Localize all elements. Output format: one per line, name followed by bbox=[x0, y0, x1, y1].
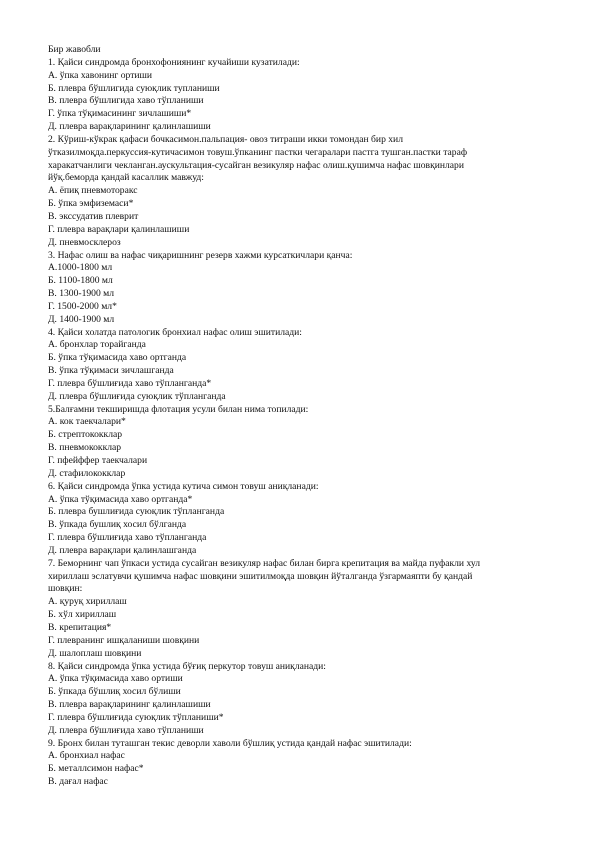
answer-line: В. 1300-1900 мл bbox=[48, 288, 115, 300]
answer-line: Д. шалоплаш шовқини bbox=[48, 647, 142, 659]
answer-line: В. ўпкада бушлиқ хосил бўлганда bbox=[48, 519, 187, 531]
answer-line: А. кок таекчалари* bbox=[48, 416, 126, 428]
answer-line: Г. плевра бўшлиғида суюқлик тўпланиши* bbox=[48, 711, 224, 723]
answer-line: Д. плевра бўшлиғида суюқлик тўпланганда bbox=[48, 390, 226, 402]
answer-line: йўқ.беморда қандай касаллик мавжуд: bbox=[48, 172, 204, 184]
answer-line: В. ўпка тўқимаси зичлашганда bbox=[48, 365, 174, 377]
answer-line: В. дағал нафас bbox=[48, 776, 108, 788]
answer-line: Б. стрептококклар bbox=[48, 429, 123, 441]
answer-line: В. плевра варақларининг қалинлашиши bbox=[48, 699, 211, 711]
answer-line: А. ўпка тўқимасида хаво ортиши bbox=[48, 673, 183, 685]
answer-line: Д. плевра варақларининг қалинлашиши bbox=[48, 121, 211, 133]
question-line: 4. Қайси холатда патологик бронхиал нафас олиш эшитилади: bbox=[48, 326, 302, 338]
answer-line: Б. ўпкада бўшлиқ хосил бўлиши bbox=[48, 686, 181, 698]
question-list bbox=[48, 57, 558, 789]
answer-line: Б. 1100-1800 мл bbox=[48, 275, 113, 287]
answer-line: В. экссудатив плеврит bbox=[48, 210, 139, 222]
answer-line: Г. 1500-2000 мл* bbox=[48, 300, 117, 312]
answer-line: Б. ўпка тўқимасида хаво ортганда bbox=[48, 352, 187, 364]
answer-line: А. бронхлар торайганда bbox=[48, 339, 146, 351]
answer-line: Г. ўпка тўқимасининг зичлашиши* bbox=[48, 108, 192, 120]
answer-line: Д. плевра варақлари қалинлашганда bbox=[48, 544, 197, 556]
section-heading: Бир жавобли bbox=[48, 44, 101, 55]
answer-line: харакатчанлиги чекланган.аускультация-сусайган везикуляр нафас олиш.қушимча нафас шовқинлари bbox=[48, 159, 464, 171]
answer-line: Б. плевра бушлиғида суюқлик тўпланганда bbox=[48, 506, 225, 518]
answer-line: А. ўпка хавонинг ортиши bbox=[48, 69, 153, 81]
question-line: 7. Беморнинг чап ўпкаси устида сусайган везикуляр нафас билан бирга крепитация ва майда пуфакли хул bbox=[48, 557, 481, 569]
question-line: 1. Қайси синдромда бронхофониянинг кучайиши кузатилади: bbox=[48, 56, 300, 68]
answer-line: А.1000-1800 мл bbox=[48, 262, 113, 274]
answer-line: Г. плевра бўшлиғида хаво тўпланганда bbox=[48, 532, 207, 544]
answer-line: Д. стафилококклар bbox=[48, 467, 126, 479]
answer-line: Д. 1400-1900 мл bbox=[48, 313, 115, 325]
question-line: 6. Қайси синдромда ўпка устида кутича симон товуш аниқланади: bbox=[48, 480, 319, 492]
answer-line: хириллаш эслатувчи қушимча нафас шовқини эшитилмоқда шовқин йўталганда ўзгармаяпти бу қандай bbox=[48, 570, 473, 582]
answer-line: Б. плевра бўшлигида суюқлик тупланиши bbox=[48, 82, 220, 94]
answer-line: шовқин: bbox=[48, 583, 83, 595]
answer-line: А. бронхиал нафас bbox=[48, 750, 125, 762]
answer-line: Г. пфейффер таекчалари bbox=[48, 455, 148, 466]
answer-line: Г. плевра варақлари қалинлашиши bbox=[48, 223, 190, 235]
answer-line: В. пневмококклар bbox=[48, 442, 122, 454]
answer-line: Б. металлсимон нафас* bbox=[48, 763, 144, 775]
answer-line: В. крепитация* bbox=[48, 621, 112, 633]
question-line: 8. Қайси синдромда ўпка устида бўғиқ перкутор товуш аниқланади: bbox=[48, 660, 326, 672]
answer-line: Б. хўл хириллаш bbox=[48, 609, 117, 621]
answer-line: Д. плевра бўшлиғида хаво тўпланиши bbox=[48, 724, 204, 736]
answer-line: Г. плевра бўшлиғида хаво тўпланганда* bbox=[48, 377, 212, 389]
answer-line: А. қуруқ хириллаш bbox=[48, 596, 127, 608]
answer-line: Б. ўпка эмфиземаси* bbox=[48, 198, 134, 210]
question-line: 2. Кўриш-кўкрак қафаси бочкасимон.пальпация- овоз титраши икки томондан бир хил bbox=[48, 133, 403, 145]
question-line: 3. Нафас олиш ва нафас чиқаришнинг резерв хажми курсаткичлари қанча: bbox=[48, 249, 353, 261]
answer-line: В. плевра бўшлигида хаво тўпланиши bbox=[48, 95, 204, 107]
answer-line: А. ўпка тўқимасида хаво ортганда* bbox=[48, 493, 193, 505]
answer-line: Д. пневмосклероз bbox=[48, 236, 121, 248]
document-page bbox=[48, 44, 558, 789]
answer-line: ўтказилмоқда.перкуссия-кутичасимон товуш.ўпканинг пастки чегаралари пастга тушган.пастки тараф bbox=[48, 146, 468, 158]
answer-line: Г. плевранинг ишқаланиши шовқини bbox=[48, 634, 200, 646]
answer-line: А. ёпиқ пневмоторакс bbox=[48, 185, 138, 197]
question-line: 9. Бронх билан туташган текис деворли хаволи бўшлиқ устида қандай нафас эшитилади: bbox=[48, 737, 412, 749]
question-line: 5.Балғамни текширишда флотация усули билан нима топилади: bbox=[48, 403, 309, 415]
